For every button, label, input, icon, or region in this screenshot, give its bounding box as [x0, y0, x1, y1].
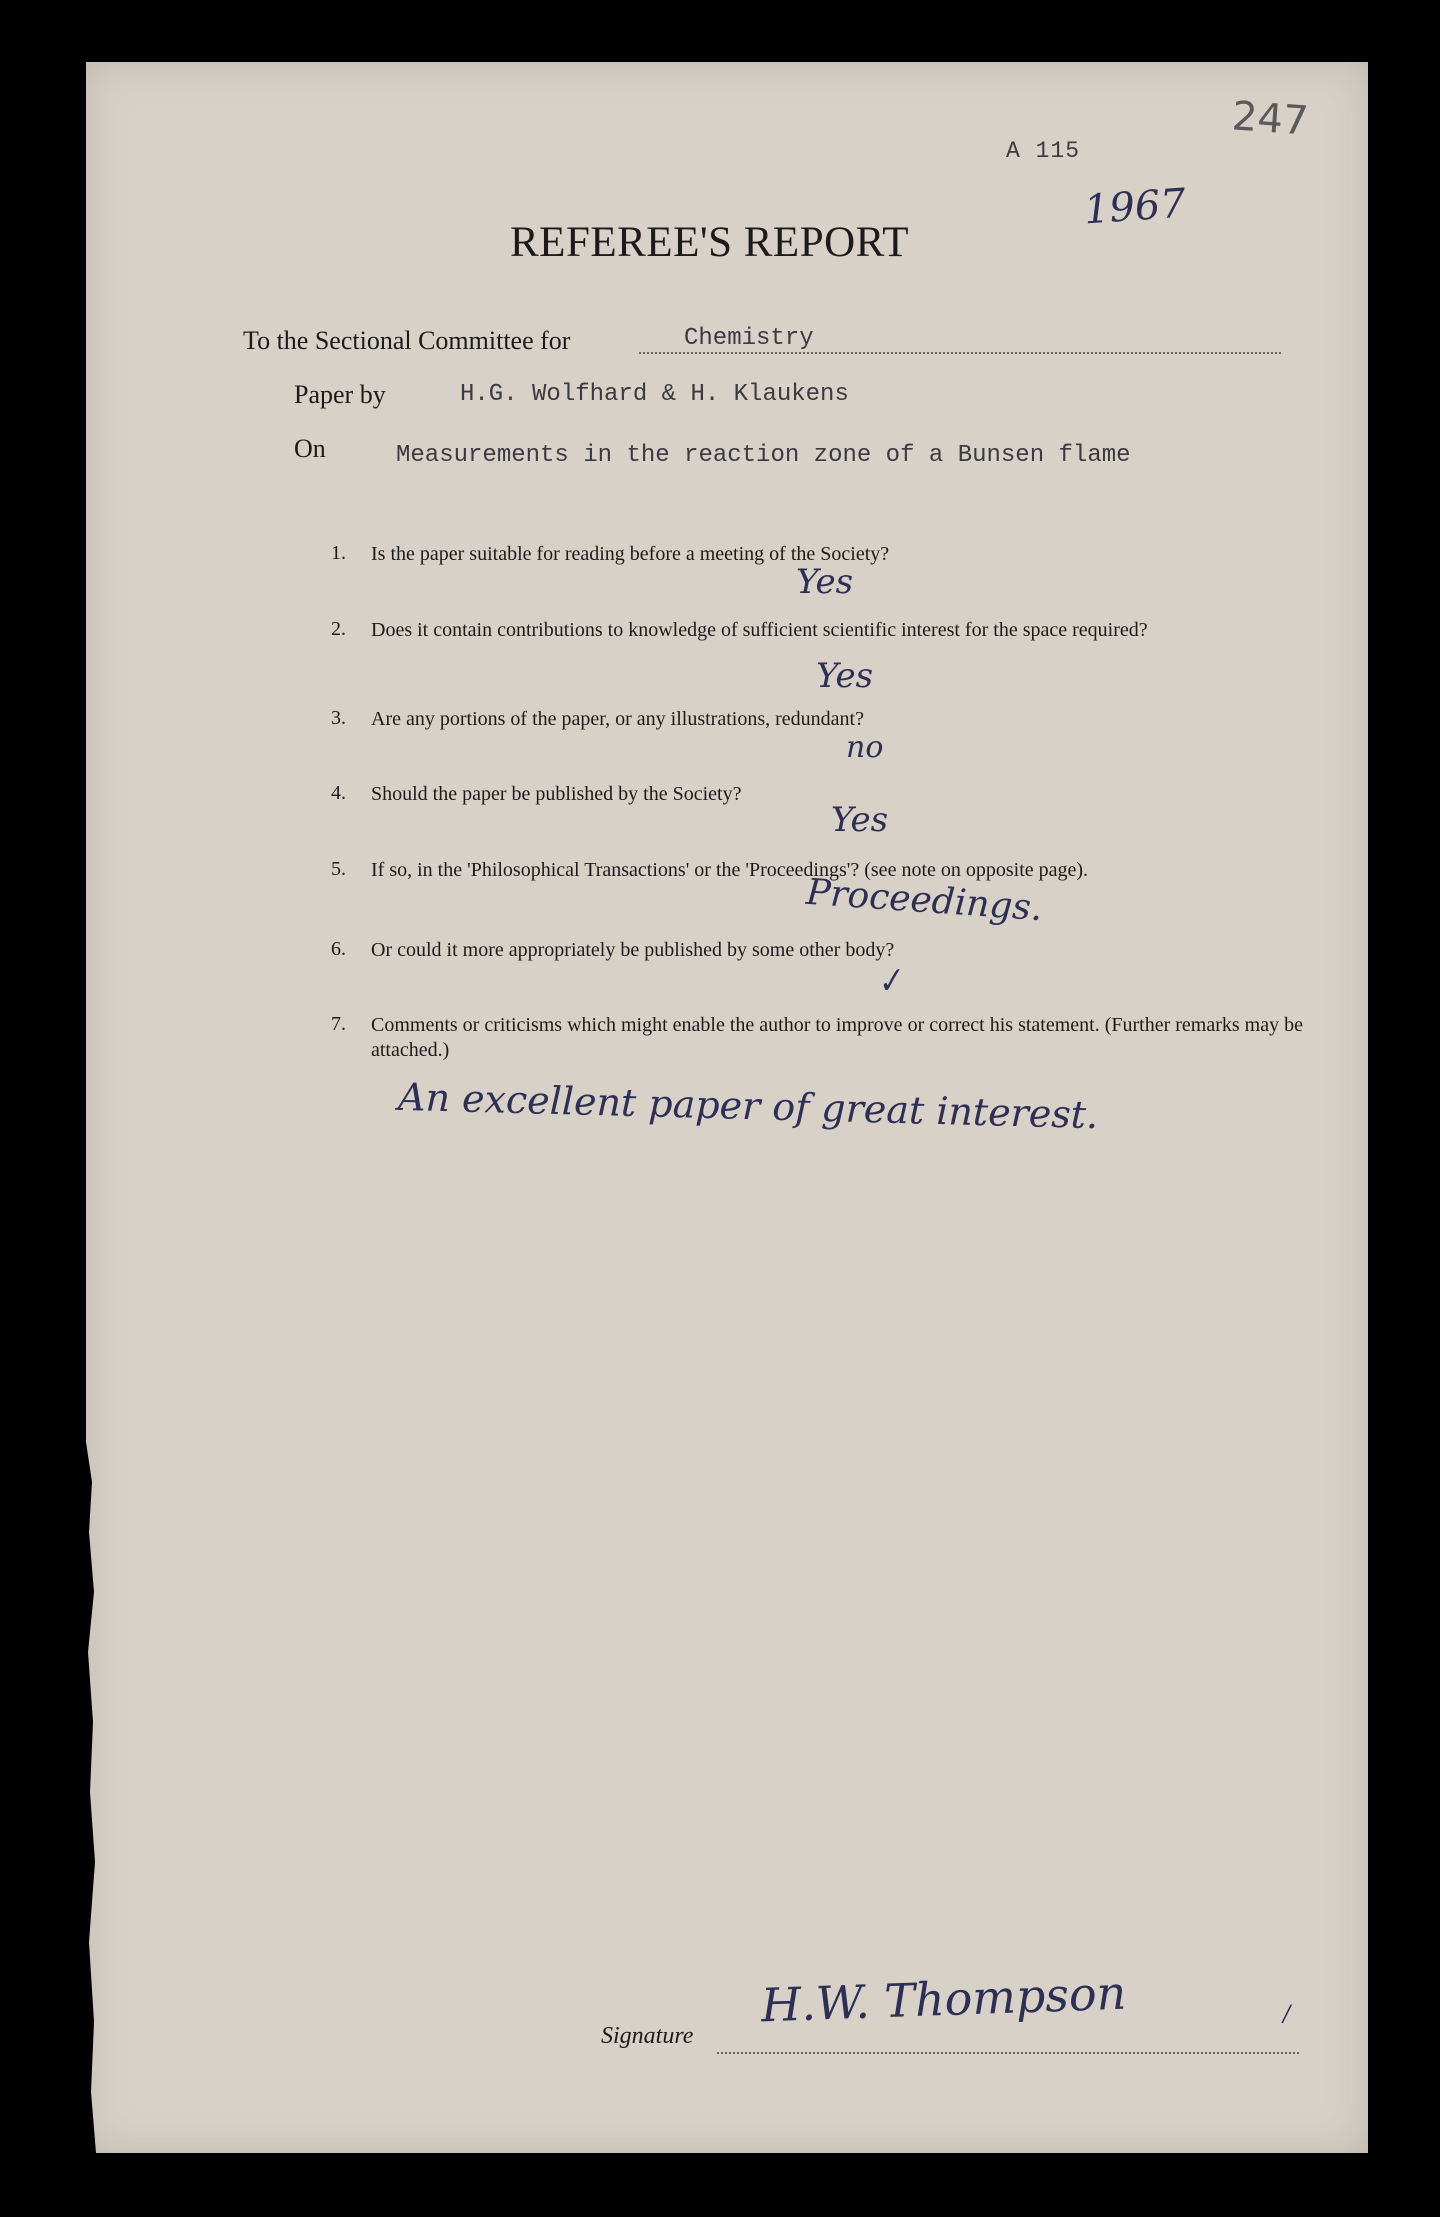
question-text: Comments or criticisms which might enable the author to improve or correct his statement. (Further remarks may be attached.) [371, 1014, 1303, 1061]
question-text: Or could it more appropriately be published by some other body? [371, 939, 895, 961]
question-answer: Yes [831, 800, 889, 840]
question-answer: no [846, 730, 884, 765]
question-text: If so, in the 'Philosophical Transactions' or the 'Proceedings'? (see note on opposite page). [371, 859, 1089, 881]
page-title: REFEREE'S REPORT [510, 219, 910, 266]
question-number: 5. [331, 858, 346, 880]
question-number: 6. [331, 938, 346, 960]
on-value: Measurements in the reaction zone of a Bunsen flame [396, 442, 1131, 469]
referee-report-sheet [86, 62, 1368, 2153]
question-text: Does it contain contributions to knowledge of sufficient scientific interest for the space required? [371, 619, 1148, 641]
question-text: Are any portions of the paper, or any illustrations, redundant? [371, 708, 864, 730]
paper-by-value: H.G. Wolfhard & H. Klaukens [460, 381, 849, 408]
archive-number: 247 [1230, 93, 1310, 145]
question-answer: ✓ [871, 959, 908, 1003]
signature-value: H.W. Thompson [760, 1965, 1128, 2033]
question-number: 4. [331, 782, 346, 804]
committee-dotted-line [639, 352, 1281, 354]
year-note: 1967 [1082, 180, 1188, 234]
paper-by-label: Paper by [294, 380, 386, 409]
question-text: Should the paper be published by the Society? [371, 783, 742, 805]
committee-value: Chemistry [684, 325, 814, 352]
question-number: 7. [331, 1013, 346, 1035]
question-answer: Yes [796, 562, 854, 602]
margin-mark: / [1283, 2002, 1291, 2027]
on-label: On [294, 434, 326, 463]
torn-paper-edge [86, 1442, 100, 2153]
referee-comment: An excellent paper of great interest. [397, 1074, 1099, 1138]
reference-code: A 115 [1006, 138, 1081, 164]
question-text: Is the paper suitable for reading before a meeting of the Society? [371, 543, 890, 565]
committee-label: To the Sectional Committee for [243, 326, 571, 355]
signature-label: Signature [601, 2023, 694, 2049]
question-answer: Proceedings. [804, 871, 1044, 930]
question-number: 2. [331, 618, 346, 640]
question-number: 1. [331, 542, 346, 564]
question-answer: Yes [816, 656, 874, 696]
signature-dotted-line [717, 2052, 1299, 2054]
question-number: 3. [331, 707, 346, 729]
